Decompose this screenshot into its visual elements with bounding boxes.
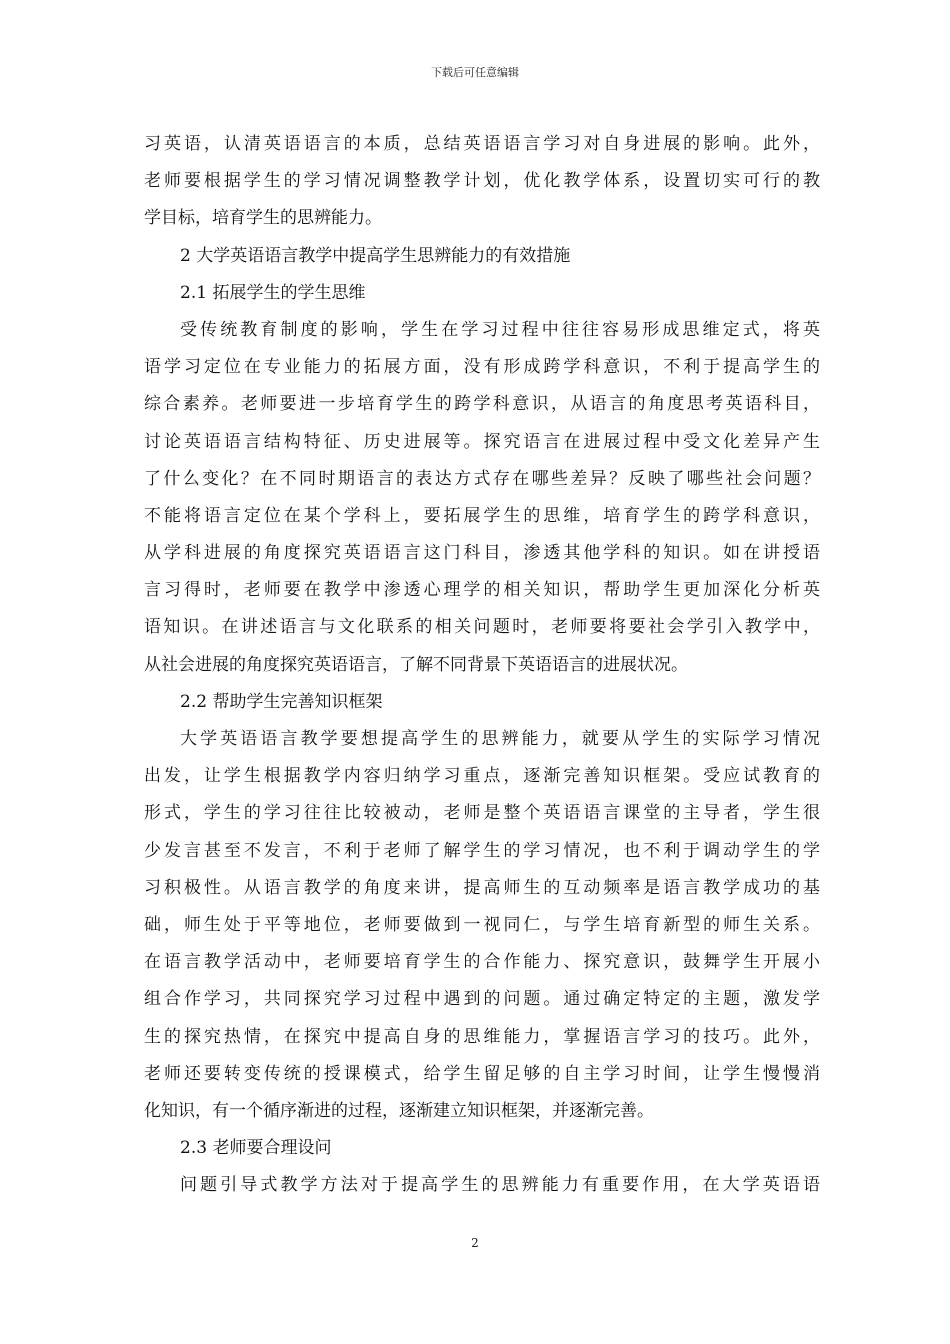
page-header-note: 下载后可任意编辑 xyxy=(431,66,519,79)
body-text-line: 语知识。在讲述语言与文化联系的相关问题时，老师要将要社会学引入教学中， xyxy=(144,617,820,638)
body-text-line: 础，师生处于平等地位，老师要做到一视同仁，与学生培育新型的师生关系。 xyxy=(144,914,820,935)
body-text-line: 化知识，有一个循序渐进的过程，逐渐建立知识框架，并逐渐完善。 xyxy=(144,1100,654,1121)
body-text-line: 不能将语言定位在某个学科上，要拓展学生的思维，培育学生的跨学科意识， xyxy=(144,505,820,526)
section-heading: 2.3 老师要合理设问 xyxy=(180,1138,332,1159)
body-text-line: 受传统教育制度的影响，学生在学习过程中往往容易形成思维定式，将英 xyxy=(180,319,820,340)
body-text-line: 老师要根据学生的学习情况调整教学计划，优化教学体系，设置切实可行的教 xyxy=(144,171,820,192)
body-text-line: 语学习定位在专业能力的拓展方面，没有形成跨学科意识，不利于提高学生的 xyxy=(144,357,820,378)
body-text-line: 从学科进展的角度探究英语语言这门科目，渗透其他学科的知识。如在讲授语 xyxy=(144,543,820,564)
document-body xyxy=(144,126,820,1204)
body-text-line: 生的探究热情，在探究中提高自身的思维能力，掌握语言学习的技巧。此外， xyxy=(144,1026,820,1047)
body-text-line: 从社会进展的角度探究英语语言，了解不同背景下英语语言的进展状况。 xyxy=(144,654,688,675)
body-text-line: 形式，学生的学习往往比较被动，老师是整个英语语言课堂的主导者，学生很 xyxy=(144,803,820,824)
section-heading: 2.2 帮助学生完善知识框架 xyxy=(180,691,383,712)
body-text-line: 少发言甚至不发言，不利于老师了解学生的学习情况，也不利于调动学生的学 xyxy=(144,840,820,861)
body-text-line: 老师还要转变传统的授课模式，给学生留足够的自主学习时间，让学生慢慢消 xyxy=(144,1063,820,1084)
section-heading: 2.1 拓展学生的学生思维 xyxy=(180,282,366,303)
body-text-line: 习英语，认清英语语言的本质，总结英语语言学习对自身进展的影响。此外， xyxy=(144,134,820,154)
body-text-line: 大学英语语言教学要想提高学生的思辨能力，就要从学生的实际学习情况 xyxy=(180,729,820,749)
body-text-line: 问题引导式教学方法对于提高学生的思辨能力有重要作用，在大学英语语 xyxy=(180,1175,820,1196)
body-text-line: 在语言教学活动中，老师要培育学生的合作能力、探究意识，鼓舞学生开展小 xyxy=(144,952,820,973)
body-text-line: 综合素养。老师要进一步培育学生的跨学科意识，从语言的角度思考英语科目， xyxy=(144,394,820,415)
body-text-line: 了什么变化？在不同时期语言的表达方式存在哪些差异？反映了哪些社会问题？ xyxy=(144,468,820,489)
body-text-line: 讨论英语语言结构特征、历史进展等。探究语言在进展过程中受文化差异产生 xyxy=(144,431,820,452)
body-text-line: 出发，让学生根据教学内容归纳学习重点，逐渐完善知识框架。受应试教育的 xyxy=(144,766,820,787)
body-text-line: 组合作学习，共同探究学习过程中遇到的问题。通过确定特定的主题，激发学 xyxy=(144,989,820,1010)
body-text-line: 习积极性。从语言教学的角度来讲，提高师生的互动频率是语言教学成功的基 xyxy=(144,877,820,898)
page-number: 2 xyxy=(471,1236,479,1250)
body-text-line: 言习得时，老师要在教学中渗透心理学的相关知识，帮助学生更加深化分析英 xyxy=(144,580,820,601)
section-heading: 2 大学英语语言教学中提高学生思辨能力的有效措施 xyxy=(180,245,571,266)
body-text-line: 学目标，培育学生的思辨能力。 xyxy=(144,208,382,229)
